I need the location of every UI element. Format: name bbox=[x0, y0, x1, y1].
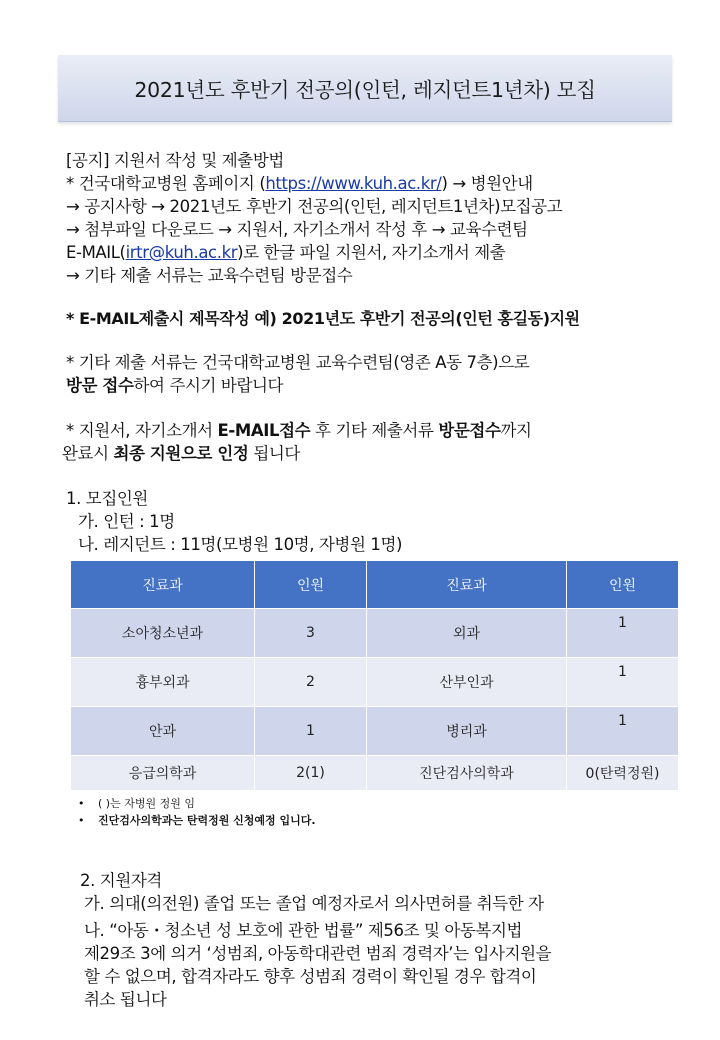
bullet-icon: • bbox=[78, 814, 85, 827]
section2-item-b-3: 할 수 없으며, 합격자라도 향후 성범죄 경력이 확인될 경우 합격이 bbox=[84, 967, 537, 986]
section2-item-b-1: 나. “아동・청소년 성 보호에 관한 법률” 제56조 및 아동복지법 bbox=[84, 921, 523, 940]
notice-line-3: → 첨부파일 다운로드 → 지원서, 자기소개서 작성 후 → 교육수련팀 bbox=[66, 220, 528, 239]
notice-heading: [공지] 지원서 작성 및 제출방법 bbox=[66, 151, 284, 170]
table-cell: 1 bbox=[567, 707, 679, 756]
email-prefix: E-MAIL( bbox=[66, 243, 126, 262]
visit-notice-bold: 방문 접수 bbox=[66, 376, 134, 395]
section1-intern: 가. 인턴 : 1명 bbox=[78, 512, 175, 531]
notice-line1-suffix: ) → 병원안내 bbox=[441, 174, 533, 193]
section2-item-b-2: 제29조 3에 의거 ‘성범죄, 아동학대관련 범죄 경력자’는 입사지원을 bbox=[84, 944, 552, 963]
notice-line-5: → 기타 제출 서류는 교육수련팀 방문접수 bbox=[66, 266, 353, 285]
final-bold-final: 최종 지원으로 인정 bbox=[113, 444, 249, 463]
visit-notice-line2 bbox=[66, 375, 283, 397]
note-item bbox=[78, 795, 316, 812]
header-dept-1: 진료과 bbox=[71, 561, 255, 609]
table-cell: 안과 bbox=[71, 707, 255, 756]
note-text-1: ( )는 자병원 정원 임 bbox=[98, 797, 195, 810]
header-dept-2: 진료과 bbox=[367, 561, 567, 609]
notice-line-2: → 공지사항 → 2021년도 후반기 전공의(인턴, 레지던트1년차)모집공고 bbox=[66, 197, 563, 216]
note-text-2: 진단검사의학과는 탄력정원 신청예정 입니다. bbox=[98, 814, 316, 827]
section2-heading: 2. 지원자격 bbox=[80, 871, 162, 890]
section2-item-b-4: 취소 됩니다 bbox=[84, 990, 167, 1009]
email-link[interactable]: irtr@kuh.ac.kr bbox=[125, 243, 238, 262]
visit-notice-line1: * 기타 제출 서류는 건국대학교병원 교육수련팀(영존 A동 7층)으로 bbox=[66, 353, 530, 372]
final-bold-visit: 방문접수 bbox=[438, 421, 501, 440]
header-count-2: 인원 bbox=[567, 561, 679, 609]
notice-line1-prefix: * 건국대학교병원 홈페이지 ( bbox=[66, 174, 266, 193]
table-row bbox=[71, 658, 679, 707]
table-row bbox=[71, 609, 679, 658]
note-item bbox=[78, 812, 316, 829]
table-cell: 0(탄력정원) bbox=[567, 756, 679, 791]
recruitment-table bbox=[70, 560, 679, 791]
final-text-2: 후 기타 제출서류 bbox=[310, 421, 439, 440]
table-cell: 흉부외과 bbox=[71, 658, 255, 707]
final-text-5: 됩니다 bbox=[248, 444, 300, 463]
final-text-4: 완료시 bbox=[62, 444, 114, 463]
table-cell: 병리과 bbox=[367, 707, 567, 756]
section1-resident: 나. 레지던트 : 11명(모병원 10명, 자병원 1명) bbox=[78, 535, 403, 554]
final-text-1: * 지원서, 자기소개서 bbox=[66, 421, 218, 440]
notice-line-4 bbox=[66, 242, 505, 264]
page-title-banner bbox=[58, 55, 672, 122]
email-subject-example: * E-MAIL제출시 제목작성 예) 2021년도 후반기 전공의(인턴 홍길동)지원 bbox=[66, 309, 580, 328]
table-cell: 소아청소년과 bbox=[71, 609, 255, 658]
table-cell: 응급의학과 bbox=[71, 756, 255, 791]
table-cell: 1 bbox=[255, 707, 367, 756]
bullet-icon: • bbox=[78, 797, 85, 810]
notice-line-1 bbox=[66, 173, 533, 195]
table-cell: 2 bbox=[255, 658, 367, 707]
table-cell: 1 bbox=[567, 609, 679, 658]
page-title: 2021년도 후반기 전공의(인턴, 레지던트1년차) 모집 bbox=[134, 78, 596, 102]
table-notes bbox=[78, 795, 316, 829]
section2-item-a: 가. 의대(의전원) 졸업 또는 졸업 예정자로서 의사면허를 취득한 자 bbox=[84, 894, 544, 913]
table-cell: 1 bbox=[567, 658, 679, 707]
homepage-link[interactable]: https://www.kuh.ac.kr/ bbox=[265, 174, 442, 193]
header-count-1: 인원 bbox=[255, 561, 367, 609]
table-cell: 3 bbox=[255, 609, 367, 658]
final-bold-email: E-MAIL접수 bbox=[217, 421, 311, 440]
table-row bbox=[71, 756, 679, 791]
table-cell: 2(1) bbox=[255, 756, 367, 791]
visit-notice-rest: 하여 주시기 바랍니다 bbox=[133, 376, 284, 395]
final-text-3: 까지 bbox=[500, 421, 532, 440]
table-row bbox=[71, 707, 679, 756]
section1-heading: 1. 모집인원 bbox=[66, 489, 148, 508]
table-cell: 산부인과 bbox=[367, 658, 567, 707]
final-notice-line2 bbox=[62, 443, 300, 465]
email-suffix: )로 한글 파일 지원서, 자기소개서 제출 bbox=[237, 243, 506, 262]
table-header-row bbox=[71, 561, 679, 609]
table-cell: 외과 bbox=[367, 609, 567, 658]
table-cell: 진단검사의학과 bbox=[367, 756, 567, 791]
final-notice-line1 bbox=[66, 420, 532, 442]
